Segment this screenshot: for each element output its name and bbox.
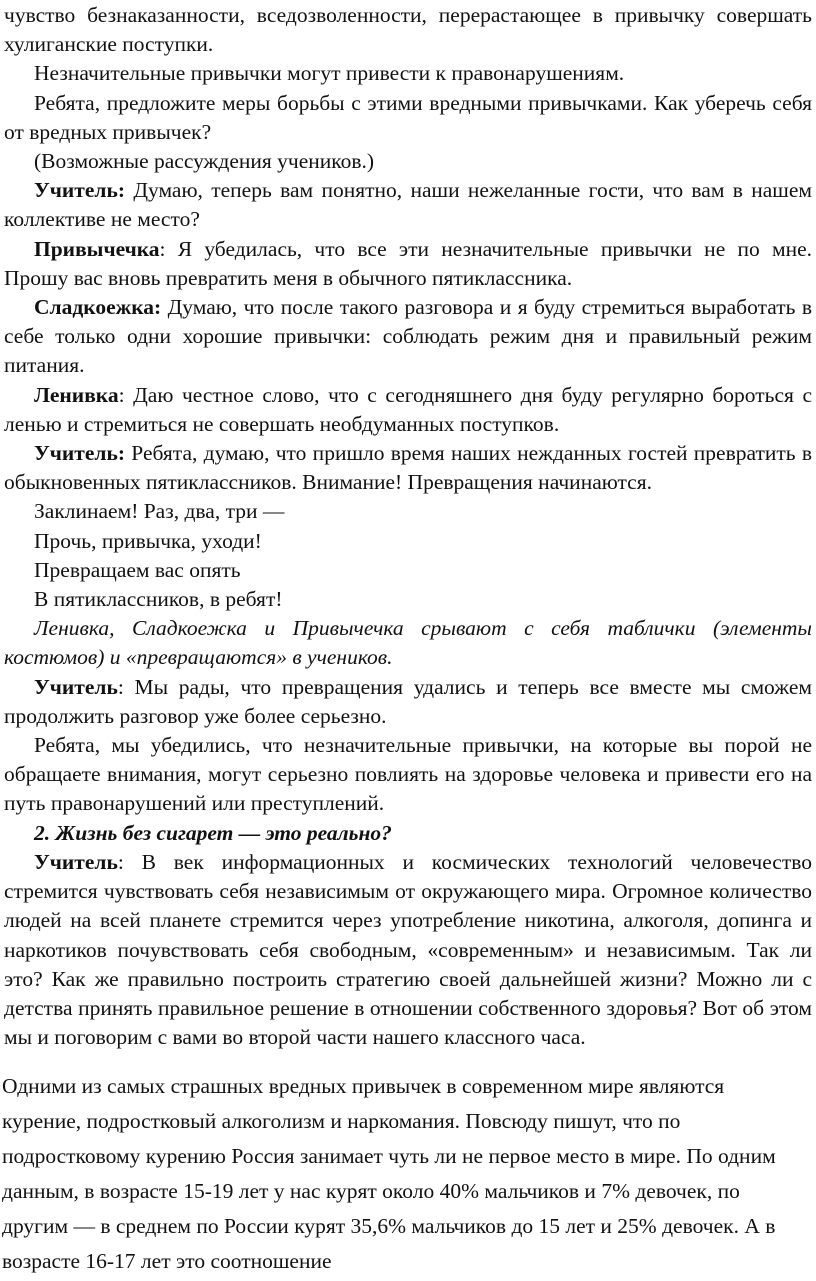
verse-line: В пятиклассников, в ребят!: [34, 587, 283, 612]
speech-text: Думаю, теперь вам понятно, наши нежеланные гости, что вам в нашем коллективе не место?: [4, 178, 812, 232]
speech-text: Ребята, думаю, что пришло время наших нежданных гостей превратить в обыкновенных пятиклассников. Внимание! Превращения начинаются.: [4, 441, 812, 495]
speech-text: Думаю, что после такого разговора и я буду стремиться выработать в себе только одни хорошие привычки: соблюдать режим дня и правильный режим питания.: [4, 295, 812, 378]
section-heading: 2. Жизнь без сигарет — это реально?: [34, 820, 392, 845]
speech-text: : Мы рады, что превращения удались и теперь все вместе мы сможем продолжить разговор уже более серьезно.: [4, 674, 812, 728]
speaker-name: Учитель:: [34, 441, 125, 466]
dialogue-line: [0, 848, 816, 1052]
speech-text: : Даю честное слово, что с сегодняшнего дня буду регулярно бороться с ленью и стремиться не совершать необдуманных поступков.: [4, 382, 812, 436]
verse-line: Заклинаем! Раз, два, три —: [34, 499, 285, 524]
speech-text: : В век информационных и космических технологий человечество стремится чувствовать себя независимым от окружающего мира. Огромное количество людей на всей планете стремится через употребление никотина, алкоголя, допинга и наркотиков почувствовать себя свободным, «современным» и независимым. Так ли это? Как же правильно построить стратегию своей дальнейшей жизни? Можно ли с детства принять правильное решение в отношении собственного здоровья? Вот об этом мы и поговорим с вами во второй части нашего классного часа.: [4, 849, 812, 1050]
paragraph: Ребята, предложите меры борьбы с этими вредными привычками. Как уберечь себя от вредных привычек?: [4, 90, 812, 144]
paragraph-continuation: чувство безнаказанности, вседозволенности, перерастающее в привычку совершать хулиганские поступки.: [4, 3, 812, 57]
paragraph-statistics: Одними из самых страшных вредных привычек в современном мире являются курение, подростковый алкоголизм и наркомания. Повсюду пишут, что по подростковому курению Россия занимает чуть ли не первое место в мире. По одним данным, в возрасте 15-19 лет у нас курят около 40% мальчиков и 7% девочек, по другим — в среднем по России курят 35,6% мальчиков до 15 лет и 25% девочек. А в возрасте 16-17 лет это соотношение: [2, 1074, 776, 1273]
dialogue-line: [0, 673, 816, 731]
paragraph: Незначительные привычки могут привести к правонарушениям.: [34, 61, 625, 86]
speaker-name: Учитель: [34, 849, 118, 874]
statistics-block: [0, 1069, 816, 1279]
dialogue-line: [0, 176, 816, 234]
verse-line: Превращаем вас опять: [34, 557, 241, 582]
speaker-name: Учитель: [34, 674, 118, 699]
dialogue-line: [0, 381, 816, 439]
dialogue-line: [0, 293, 816, 381]
dialogue-line: [0, 235, 816, 293]
speaker-name: Учитель:: [34, 178, 125, 203]
speaker-name: Ленивка: [34, 382, 119, 407]
speaker-name: Привычечка: [34, 236, 160, 261]
speaker-name: Сладкоежка:: [34, 295, 162, 320]
paragraph: Ребята, мы убедились, что незначительные привычки, на которые вы порой не обращаете внимания, могут серьезно повлиять на здоровье человека и привести его на путь правонарушений или преступлений.: [4, 733, 812, 816]
verse-line: Прочь, привычка, уходи!: [34, 528, 262, 553]
dialogue-block: [0, 1, 816, 1052]
paragraph-remark: (Возможные рассуждения учеников.): [34, 149, 375, 174]
stage-direction: Ленивка, Сладкоежка и Привычечка срывают с себя таблички (элементы костюмов) и «превращаются» в учеников.: [4, 616, 812, 670]
speech-text: : Я убедилась, что все эти незначительные привычки не по мне. Прошу вас вновь превратить меня в обычного пятиклассника.: [4, 236, 812, 290]
dialogue-line: [0, 439, 816, 497]
